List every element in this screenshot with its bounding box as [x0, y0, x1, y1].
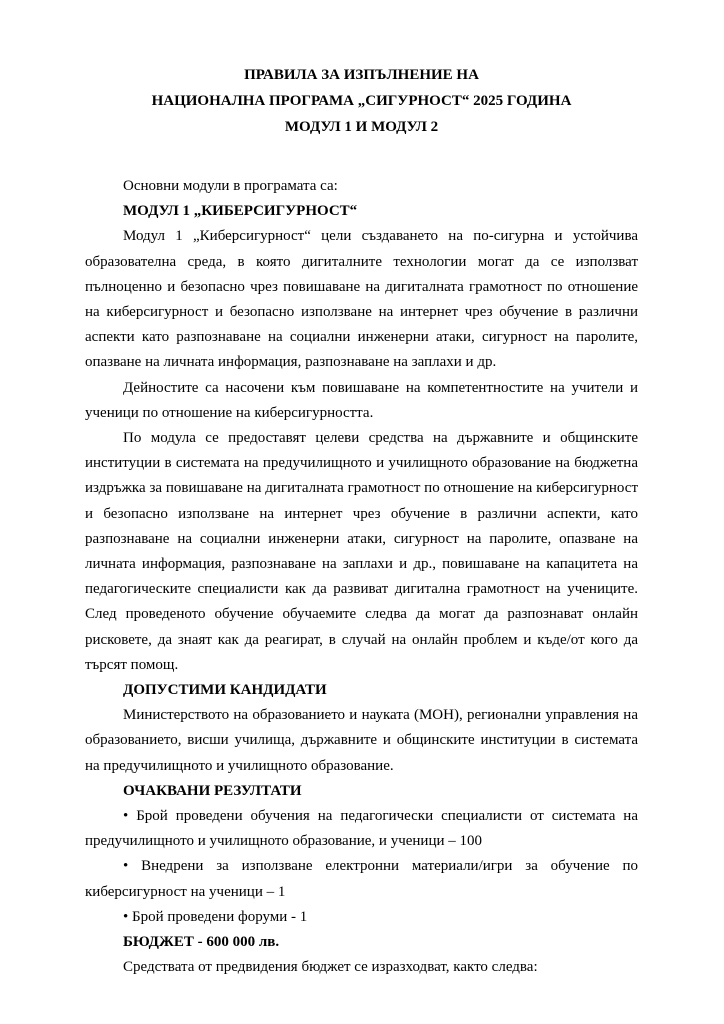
heading-eligible-candidates: ДОПУСТИМИ КАНДИДАТИ: [123, 682, 327, 699]
module1-heading: МОДУЛ 1 „КИБЕРСИГУРНОСТ“: [123, 203, 358, 220]
paragraph-funding: По модула се предоставят целеви средства на държавните и общинските институции в системата на предучилищното и училищното образование на бюджетна издръжка за повишаване на дигиталната грамотност по отношение на киберсигурност и безопасно използване на интернет чрез обучение в различни аспекти, като разпознаване на социални инженерни атаки, сигурност на паролите, опазване на личната информация, разпознаване на заплахи и др., повишаване на капацитета на педагогическите специалисти как да развиват дигитална грамотност на учениците. След проведеното обучение обучаемите следва да могат да разпознават онлайн рисковете, да знаят как да реагират, в случай на онлайн проблем и къде/от кого да търсят помощ.: [85, 430, 638, 673]
title-spacer: [85, 140, 638, 174]
document-title-line-1: ПРАВИЛА ЗА ИЗПЪЛНЕНИЕ НА: [244, 67, 479, 83]
document-title-line-3: МОДУЛ 1 И МОДУЛ 2: [284, 119, 439, 135]
paragraph-eligible-candidates: Министерството на образованието и науката (МОН), регионални управления на образованието, висши училища, държавните и общинските институции в системата на предучилищното и училищното образование.: [85, 707, 638, 774]
document-title-line-2: НАЦИОНАЛНА ПРОГРАМА „СИГУРНОСТ“ 2025 ГОДИНА: [151, 93, 572, 109]
paragraph-module1-goal: Модул 1 „Киберсигурност“ цели създаването на по-сигурна и устойчива образователна среда, в която дигиталните технологии могат да се използват пълноценно и безопасно чрез повишаване на дигиталната грамотност по отношение на киберсигурност и безопасно използване на интернет чрез обучение в различни аспекти като разпознаване на социални инженерни атаки, сигурност на паролите, опазване на личната информация, разпознаване на заплахи и др.: [85, 228, 638, 371]
heading-expected-results: ОЧАКВАНИ РЕЗУЛТАТИ: [123, 782, 302, 799]
paragraph-budget-spending: Средствата от предвидения бюджет се изразходват, както следва:: [123, 959, 538, 976]
bullet-trainings-count: • Брой проведени обучения на педагогически специалисти от системата на предучилищното и училищното образование, и ученици – 100: [85, 808, 638, 850]
paragraph-activities: Дейностите са насочени към повишаване на компетентностите на учители и ученици по отношение на киберсигурността.: [85, 379, 638, 421]
heading-budget: БЮДЖЕТ - 600 000 лв.: [123, 934, 280, 951]
intro-line: Основни модули в програмата са:: [123, 178, 338, 194]
document-content: [85, 62, 638, 981]
bullet-forums-count: • Брой проведени форуми - 1: [123, 908, 308, 925]
bullet-materials-count: • Внедрени за използване електронни материали/игри за обучение по киберсигурност на ученици – 1: [85, 858, 638, 900]
